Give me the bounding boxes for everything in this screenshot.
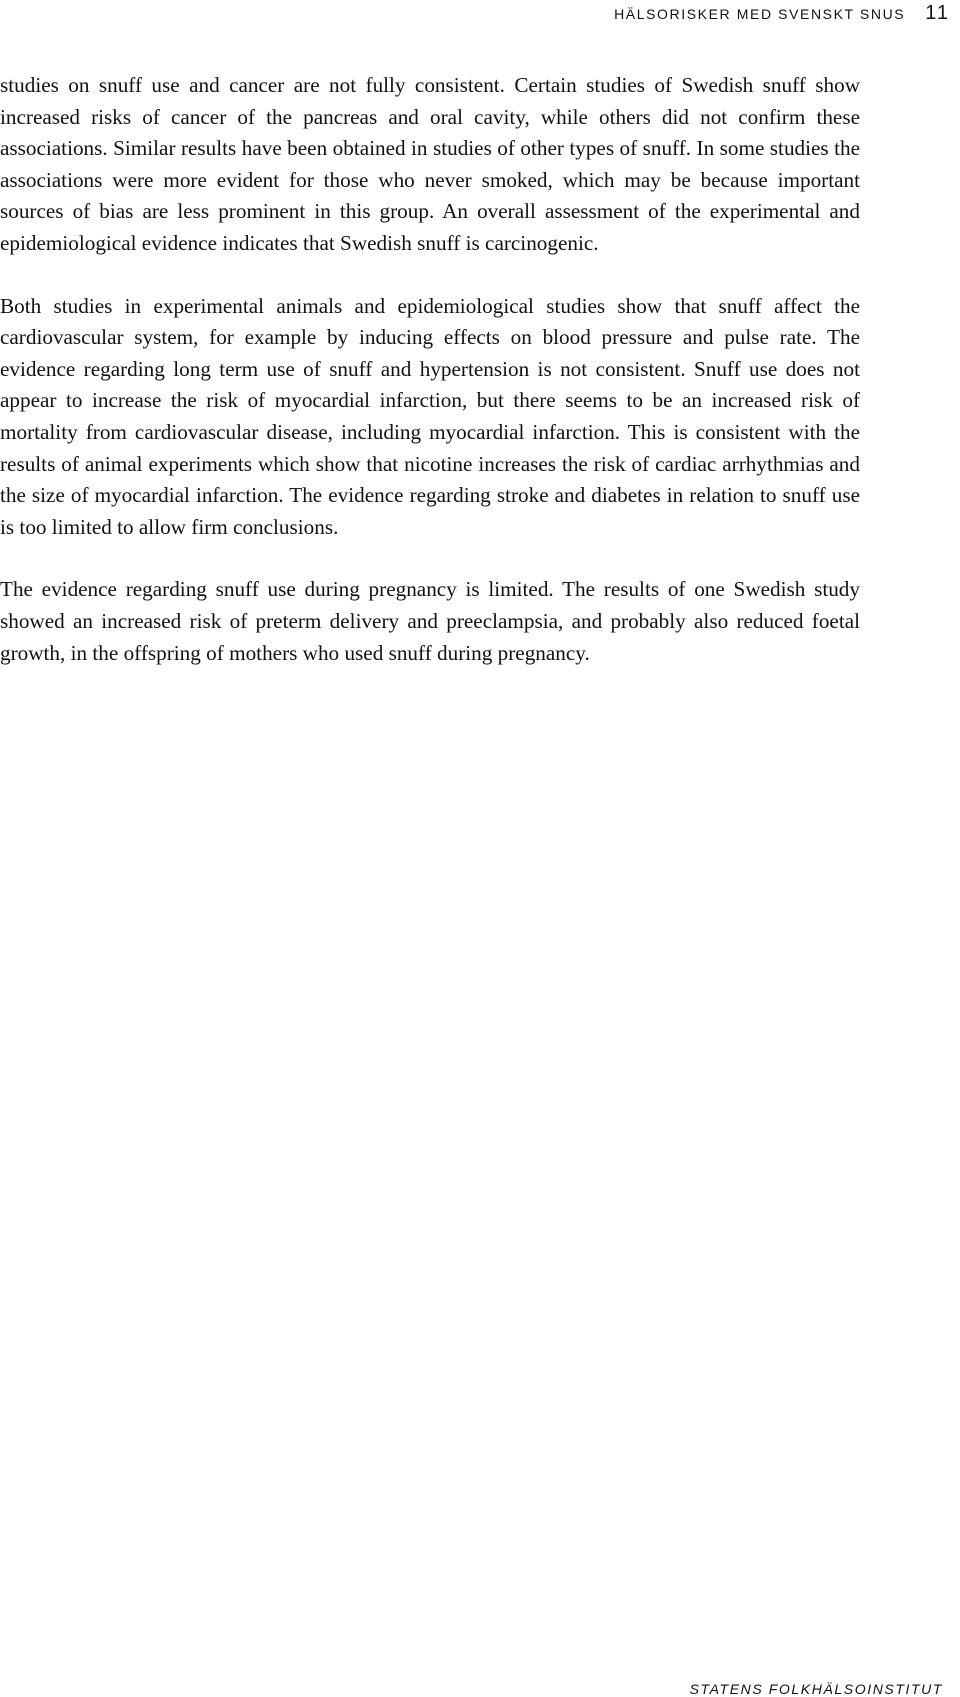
paragraph-pregnancy: The evidence regarding snuff use during pregnancy is limited. The results of one Swedish study showed an increased risk of preterm delivery and preeclampsia, and probably also reduced foetal growth, in the offspring of mothers who used snuff during pregnancy. [0,577,860,665]
page-number: 11 [925,2,950,24]
body-text [0,70,860,700]
paragraph-cardiovascular: Both studies in experimental animals and epidemiological studies show that snuff affect the cardiovascular system, for example by inducing effects on blood pressure and pulse rate. The evidence regarding long term use of snuff and hypertension is not consistent. Snuff use does not appear to increase the risk of myocardial infarction, but there seems to be an increased risk of mortality from cardiovascular disease, including myocardial infarction. This is consistent with the results of animal experiments which show that nicotine increases the risk of cardiac arrhythmias and the size of myocardial infarction. The evidence regarding stroke and diabetes in relation to snuff use is too limited to allow firm conclusions. [0,293,860,539]
running-title: HÄLSORISKER MED SVENSKT SNUS [614,6,906,22]
paragraph-cancer: studies on snuff use and cancer are not fully consistent. Certain studies of Swedish snuff show increased risks of cancer of the pancreas and oral cavity, while others did not confirm these associations. Similar results have been obtained in studies of other types of snuff. In some studies the associations were more evident for those who never smoked, which may be because important sources of bias are less prominent in this group. An overall assessment of the experimental and epidemiological evidence indicates that Swedish snuff is carcinogenic. [0,73,860,255]
running-footer: STATENS FOLKHÄLSOINSTITUT [689,1681,943,1697]
running-header [614,2,950,25]
